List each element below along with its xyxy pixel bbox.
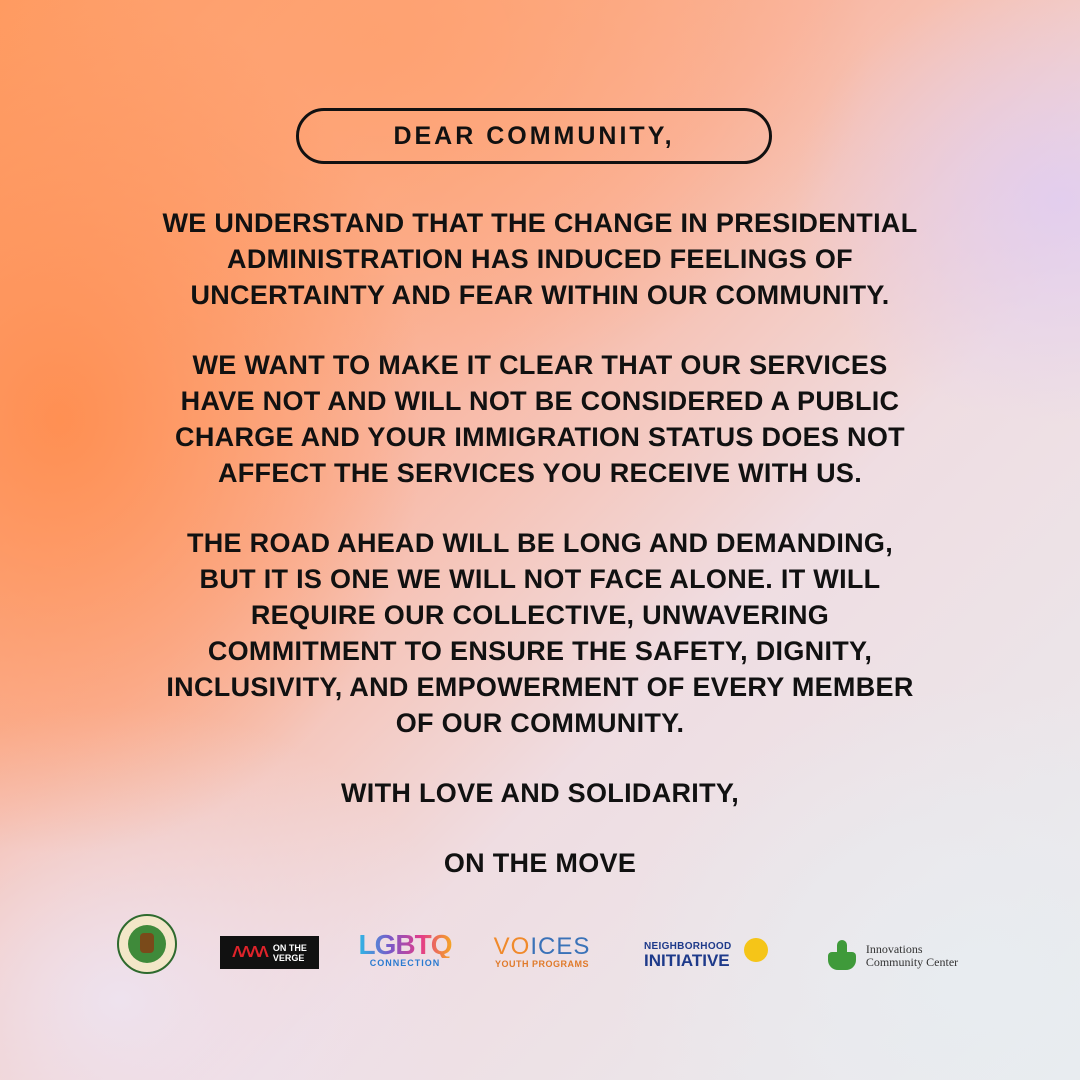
paragraph-line: WE WANT TO MAKE IT CLEAR THAT OUR SERVICES bbox=[192, 350, 888, 380]
voices-v: V bbox=[493, 933, 511, 960]
lgbtq-connection-logo bbox=[358, 929, 452, 970]
paragraph-line: OF OUR COMMUNITY. bbox=[395, 708, 685, 738]
salutation: DEAR COMMUNITY, bbox=[393, 121, 675, 150]
innovations-text bbox=[866, 943, 958, 969]
paragraph-line: WE UNDERSTAND THAT THE CHANGE IN PRESIDENTIAL bbox=[162, 208, 918, 238]
lgbtq-wordmark: LGBTQ bbox=[358, 929, 452, 960]
verge-line-2: VERGE bbox=[272, 952, 305, 963]
neighborhood-initiative-logo bbox=[644, 934, 774, 976]
tree-icon bbox=[128, 925, 166, 963]
paragraph-line: UNCERTAINTY AND FEAR WITHIN OUR COMMUNITY. bbox=[190, 280, 890, 310]
paragraph-3 bbox=[60, 525, 1020, 741]
voices-logo bbox=[492, 932, 592, 972]
verge-line-1: ON THE bbox=[272, 942, 307, 953]
neighborhood-line-1: NEIGHBORHOOD bbox=[644, 940, 732, 952]
voices-rest: ICES bbox=[530, 933, 591, 960]
partner-logos bbox=[0, 910, 1080, 982]
paragraph-line: BUT IT IS ONE WE WILL NOT FACE ALONE. IT WILL bbox=[199, 564, 881, 594]
innovations-community-center-logo bbox=[812, 938, 972, 974]
paragraph-line: CHARGE AND YOUR IMMIGRATION STATUS DOES NOT bbox=[175, 422, 905, 452]
innovations-line-2: Community Center bbox=[865, 955, 959, 969]
closing bbox=[60, 775, 1020, 811]
lgbtq-subtitle: CONNECTION bbox=[369, 958, 441, 968]
paragraph-2 bbox=[60, 347, 1020, 491]
on-the-verge-logo bbox=[220, 936, 319, 969]
paragraph-1 bbox=[60, 205, 1020, 313]
paragraph-line: THE ROAD AHEAD WILL BE LONG AND DEMANDING, bbox=[186, 528, 894, 558]
signature bbox=[60, 845, 1020, 881]
voices-wordmark bbox=[494, 935, 591, 959]
salutation-pill bbox=[296, 108, 772, 164]
paragraph-line: COMMITMENT TO ENSURE THE SAFETY, DIGNITY, bbox=[207, 636, 873, 666]
paragraph-line: HAVE NOT AND WILL NOT BE CONSIDERED A PUBLIC bbox=[180, 386, 900, 416]
neighborhood-line-2: INITIATIVE bbox=[644, 950, 730, 970]
voices-subtitle: YOUTH PROGRAMS bbox=[494, 959, 589, 969]
lightbulb-icon bbox=[744, 938, 768, 962]
letter-body bbox=[60, 205, 1020, 915]
paragraph-line: REQUIRE OUR COLLECTIVE, UNWAVERING bbox=[250, 600, 830, 630]
wave-icon: ΛΛΛΛ bbox=[232, 943, 267, 961]
building-icon bbox=[826, 940, 858, 972]
innovations-line-1: Innovations bbox=[865, 942, 923, 956]
closing-line: WITH LOVE AND SOLIDARITY, bbox=[341, 778, 739, 808]
la-plaza-logo bbox=[117, 914, 177, 974]
paragraph-line: AFFECT THE SERVICES YOU RECEIVE WITH US. bbox=[217, 458, 863, 488]
signature-line: ON THE MOVE bbox=[443, 848, 637, 878]
paragraph-line: ADMINISTRATION HAS INDUCED FEELINGS OF bbox=[227, 244, 853, 274]
voices-o: O bbox=[510, 933, 531, 960]
verge-text bbox=[273, 943, 307, 963]
paragraph-line: INCLUSIVITY, AND EMPOWERMENT OF EVERY MEMBER bbox=[166, 672, 914, 702]
